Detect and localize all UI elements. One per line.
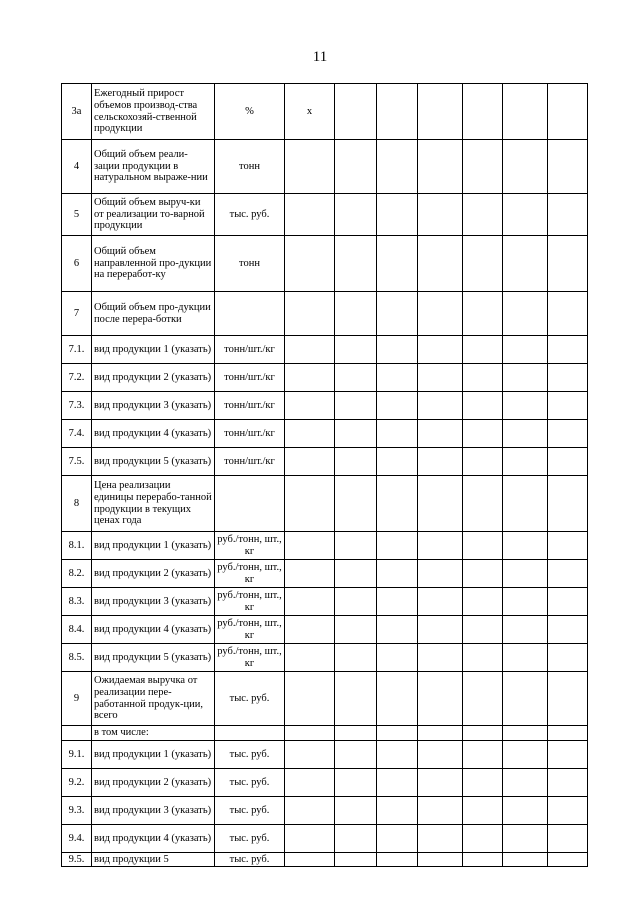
value-cell <box>503 825 548 853</box>
value-cell <box>335 292 377 336</box>
unit-cell: руб./тонн, шт., кг <box>215 644 285 672</box>
unit-cell: тонн <box>215 236 285 292</box>
row-number-cell: 9.2. <box>62 769 92 797</box>
value-cell <box>463 825 503 853</box>
indicator-name-cell: вид продукции 2 (указать) <box>92 560 215 588</box>
indicator-name-cell: вид продукции 4 (указать) <box>92 825 215 853</box>
value-cell <box>418 560 463 588</box>
value-cell <box>463 476 503 532</box>
value-cell <box>418 588 463 616</box>
unit-cell: тонн/шт./кг <box>215 392 285 420</box>
unit-cell: тыс. руб. <box>215 825 285 853</box>
indicator-name-cell: вид продукции 5 (указать) <box>92 644 215 672</box>
value-cell <box>463 140 503 194</box>
value-cell <box>418 797 463 825</box>
value-cell <box>548 392 588 420</box>
table-row <box>62 853 588 867</box>
table-row <box>62 741 588 769</box>
value-cell <box>335 741 377 769</box>
unit-cell: руб./тонн, шт., кг <box>215 616 285 644</box>
value-cell <box>463 194 503 236</box>
value-cell <box>463 741 503 769</box>
table-row <box>62 672 588 726</box>
value-cell <box>463 292 503 336</box>
value-cell <box>503 392 548 420</box>
value-cell <box>335 84 377 140</box>
table-row <box>62 292 588 336</box>
row-number-cell: 6 <box>62 236 92 292</box>
value-cell <box>418 292 463 336</box>
unit-cell: тыс. руб. <box>215 769 285 797</box>
row-number-cell: 7.4. <box>62 420 92 448</box>
value-cell <box>418 726 463 741</box>
row-number-cell: 3а <box>62 84 92 140</box>
value-cell <box>377 741 418 769</box>
row-number-cell: 8 <box>62 476 92 532</box>
value-cell <box>335 797 377 825</box>
value-cell <box>377 616 418 644</box>
value-cell <box>503 741 548 769</box>
value-cell <box>418 194 463 236</box>
unit-cell: тонн <box>215 140 285 194</box>
value-cell <box>377 336 418 364</box>
value-cell <box>463 769 503 797</box>
value-cell <box>548 588 588 616</box>
row-number-cell: 8.3. <box>62 588 92 616</box>
unit-cell <box>215 292 285 336</box>
value-cell <box>285 532 335 560</box>
value-cell <box>418 476 463 532</box>
row-number-cell: 7.3. <box>62 392 92 420</box>
value-cell <box>335 672 377 726</box>
value-cell <box>285 853 335 867</box>
value-cell <box>285 194 335 236</box>
row-number-cell: 8.5. <box>62 644 92 672</box>
table-row <box>62 825 588 853</box>
unit-cell: тыс. руб. <box>215 741 285 769</box>
page-number: 11 <box>312 49 328 65</box>
value-cell <box>335 560 377 588</box>
unit-cell: руб./тонн, шт., кг <box>215 588 285 616</box>
value-cell <box>463 726 503 741</box>
value-cell <box>285 420 335 448</box>
row-number-cell: 7.2. <box>62 364 92 392</box>
value-cell <box>377 476 418 532</box>
table-row <box>62 448 588 476</box>
value-cell <box>418 853 463 867</box>
indicator-name-cell: вид продукции 3 (указать) <box>92 392 215 420</box>
value-cell <box>377 769 418 797</box>
value-cell <box>335 769 377 797</box>
indicator-name-cell: Общий объем про-дукции после перера-ботки <box>92 292 215 336</box>
value-cell <box>503 194 548 236</box>
indicator-name-cell: в том числе: <box>92 726 215 741</box>
value-cell <box>503 532 548 560</box>
value-cell <box>548 741 588 769</box>
value-cell <box>463 644 503 672</box>
value-cell <box>285 769 335 797</box>
unit-cell: тонн/шт./кг <box>215 448 285 476</box>
table-row <box>62 364 588 392</box>
value-cell <box>503 292 548 336</box>
value-cell <box>377 236 418 292</box>
row-number-cell: 8.2. <box>62 560 92 588</box>
value-cell <box>548 769 588 797</box>
value-cell <box>335 448 377 476</box>
value-cell <box>377 726 418 741</box>
value-cell <box>285 560 335 588</box>
unit-cell: тыс. руб. <box>215 194 285 236</box>
table-row <box>62 420 588 448</box>
value-cell <box>285 336 335 364</box>
unit-cell: руб./тонн, шт., кг <box>215 560 285 588</box>
value-cell <box>463 616 503 644</box>
value-cell <box>463 236 503 292</box>
value-cell <box>463 588 503 616</box>
value-cell <box>335 616 377 644</box>
value-cell <box>463 532 503 560</box>
value-cell <box>548 853 588 867</box>
value-cell <box>285 476 335 532</box>
value-cell <box>377 672 418 726</box>
value-cell <box>418 336 463 364</box>
indicator-name-cell: вид продукции 1 (указать) <box>92 741 215 769</box>
value-cell <box>377 560 418 588</box>
indicator-name-cell: Общий объем выруч-ки от реализации то-варной продукции <box>92 194 215 236</box>
value-cell <box>463 672 503 726</box>
unit-cell: тыс. руб. <box>215 797 285 825</box>
value-cell <box>377 644 418 672</box>
value-cell <box>335 364 377 392</box>
unit-cell: руб./тонн, шт., кг <box>215 532 285 560</box>
value-cell <box>377 194 418 236</box>
value-cell <box>503 364 548 392</box>
value-cell <box>335 420 377 448</box>
table-row <box>62 769 588 797</box>
indicator-name-cell: Ожидаемая выручка от реализации пере-работанной продук-ции, всего <box>92 672 215 726</box>
table-row <box>62 336 588 364</box>
value-cell <box>548 84 588 140</box>
value-cell <box>548 726 588 741</box>
value-cell <box>548 644 588 672</box>
value-cell <box>503 588 548 616</box>
value-cell <box>335 825 377 853</box>
value-cell <box>503 560 548 588</box>
value-cell <box>548 448 588 476</box>
value-cell <box>548 292 588 336</box>
indicator-name-cell: вид продукции 4 (указать) <box>92 616 215 644</box>
value-cell <box>463 364 503 392</box>
value-cell <box>285 140 335 194</box>
value-cell <box>377 292 418 336</box>
value-cell <box>285 588 335 616</box>
value-cell <box>335 476 377 532</box>
value-cell <box>377 84 418 140</box>
value-cell <box>285 236 335 292</box>
value-cell <box>335 194 377 236</box>
value-cell <box>548 420 588 448</box>
value-cell <box>377 420 418 448</box>
table-row <box>62 194 588 236</box>
unit-cell: тыс. руб. <box>215 853 285 867</box>
row-number-cell: 5 <box>62 194 92 236</box>
table-row <box>62 476 588 532</box>
indicator-name-cell: Ежегодный прирост объемов производ-ства сельскохозяй-ственной продукции <box>92 84 215 140</box>
value-cell <box>463 420 503 448</box>
value-cell <box>285 726 335 741</box>
value-cell <box>463 84 503 140</box>
value-cell <box>503 448 548 476</box>
value-cell <box>503 644 548 672</box>
row-number-cell: 8.1. <box>62 532 92 560</box>
value-cell <box>285 364 335 392</box>
row-number-cell: 4 <box>62 140 92 194</box>
value-cell <box>335 853 377 867</box>
table-row <box>62 616 588 644</box>
value-cell <box>418 236 463 292</box>
value-cell <box>285 392 335 420</box>
value-cell <box>377 448 418 476</box>
indicator-name-cell: вид продукции 4 (указать) <box>92 420 215 448</box>
table-row <box>62 236 588 292</box>
value-cell <box>503 336 548 364</box>
value-cell <box>285 616 335 644</box>
unit-cell <box>215 726 285 741</box>
value-cell <box>503 853 548 867</box>
indicator-name-cell: вид продукции 3 (указать) <box>92 588 215 616</box>
unit-cell <box>215 476 285 532</box>
value-cell <box>548 236 588 292</box>
table-row <box>62 588 588 616</box>
value-cell <box>418 532 463 560</box>
value-cell <box>418 825 463 853</box>
value-cell <box>335 236 377 292</box>
value-cell <box>418 420 463 448</box>
value-cell <box>548 797 588 825</box>
value-cell <box>418 392 463 420</box>
table-row <box>62 140 588 194</box>
indicator-name-cell: вид продукции 1 (указать) <box>92 532 215 560</box>
table-body <box>62 84 588 867</box>
value-cell <box>335 392 377 420</box>
value-cell <box>418 672 463 726</box>
row-number-cell: 7.5. <box>62 448 92 476</box>
value-cell <box>285 672 335 726</box>
row-number-cell: 7 <box>62 292 92 336</box>
value-cell <box>377 532 418 560</box>
value-cell <box>418 616 463 644</box>
value-cell <box>377 392 418 420</box>
value-cell <box>503 236 548 292</box>
value-cell <box>285 741 335 769</box>
table-row <box>62 560 588 588</box>
unit-cell: тыс. руб. <box>215 672 285 726</box>
value-cell <box>285 448 335 476</box>
value-cell <box>503 420 548 448</box>
value-cell <box>463 797 503 825</box>
table-row <box>62 84 588 140</box>
value-cell <box>503 140 548 194</box>
value-cell <box>548 560 588 588</box>
value-cell <box>463 336 503 364</box>
value-cell <box>503 476 548 532</box>
value-cell <box>548 140 588 194</box>
value-cell <box>548 476 588 532</box>
value-cell <box>335 140 377 194</box>
value-cell <box>377 825 418 853</box>
indicator-name-cell: вид продукции 1 (указать) <box>92 336 215 364</box>
row-number-cell: 9.3. <box>62 797 92 825</box>
value-cell <box>503 769 548 797</box>
table-row <box>62 532 588 560</box>
value-cell <box>418 84 463 140</box>
indicator-name-cell: Общий объем реали-зации продукции в натуральном выраже-нии <box>92 140 215 194</box>
indicator-name-cell: вид продукции 3 (указать) <box>92 797 215 825</box>
unit-cell: % <box>215 84 285 140</box>
row-number-cell: 9.1. <box>62 741 92 769</box>
value-cell <box>548 825 588 853</box>
value-cell <box>463 392 503 420</box>
table-row <box>62 644 588 672</box>
indicators-table <box>61 83 588 867</box>
value-cell <box>377 797 418 825</box>
value-cell <box>335 726 377 741</box>
value-cell <box>285 797 335 825</box>
value-cell <box>418 769 463 797</box>
row-number-cell: 8.4. <box>62 616 92 644</box>
value-cell <box>418 140 463 194</box>
value-cell <box>335 588 377 616</box>
value-cell <box>503 797 548 825</box>
indicator-name-cell: вид продукции 2 (указать) <box>92 769 215 797</box>
indicator-name-cell: вид продукции 5 <box>92 853 215 867</box>
value-cell <box>418 364 463 392</box>
value-cell <box>335 336 377 364</box>
value-cell <box>377 140 418 194</box>
row-number-cell: 7.1. <box>62 336 92 364</box>
value-cell <box>463 853 503 867</box>
value-cell <box>463 560 503 588</box>
value-cell <box>285 644 335 672</box>
value-cell: х <box>285 84 335 140</box>
value-cell <box>503 616 548 644</box>
indicator-name-cell: вид продукции 2 (указать) <box>92 364 215 392</box>
value-cell <box>377 364 418 392</box>
value-cell <box>548 336 588 364</box>
table-row <box>62 392 588 420</box>
unit-cell: тонн/шт./кг <box>215 336 285 364</box>
value-cell <box>335 532 377 560</box>
indicator-name-cell: Цена реализации единицы перерабо-танной продукции в текущих ценах года <box>92 476 215 532</box>
value-cell <box>377 588 418 616</box>
unit-cell: тонн/шт./кг <box>215 420 285 448</box>
value-cell <box>548 532 588 560</box>
value-cell <box>548 364 588 392</box>
row-number-cell: 9 <box>62 672 92 726</box>
value-cell <box>285 292 335 336</box>
table-row <box>62 797 588 825</box>
value-cell <box>377 853 418 867</box>
row-number-cell <box>62 726 92 741</box>
value-cell <box>463 448 503 476</box>
unit-cell: тонн/шт./кг <box>215 364 285 392</box>
value-cell <box>503 672 548 726</box>
value-cell <box>418 448 463 476</box>
row-number-cell: 9.5. <box>62 853 92 867</box>
table-row <box>62 726 588 741</box>
value-cell <box>335 644 377 672</box>
row-number-cell: 9.4. <box>62 825 92 853</box>
value-cell <box>548 616 588 644</box>
value-cell <box>503 84 548 140</box>
value-cell <box>418 741 463 769</box>
indicator-name-cell: вид продукции 5 (указать) <box>92 448 215 476</box>
value-cell <box>503 726 548 741</box>
value-cell <box>548 672 588 726</box>
value-cell <box>418 644 463 672</box>
indicator-name-cell: Общий объем направленной про-дукции на переработ-ку <box>92 236 215 292</box>
value-cell <box>285 825 335 853</box>
value-cell <box>548 194 588 236</box>
